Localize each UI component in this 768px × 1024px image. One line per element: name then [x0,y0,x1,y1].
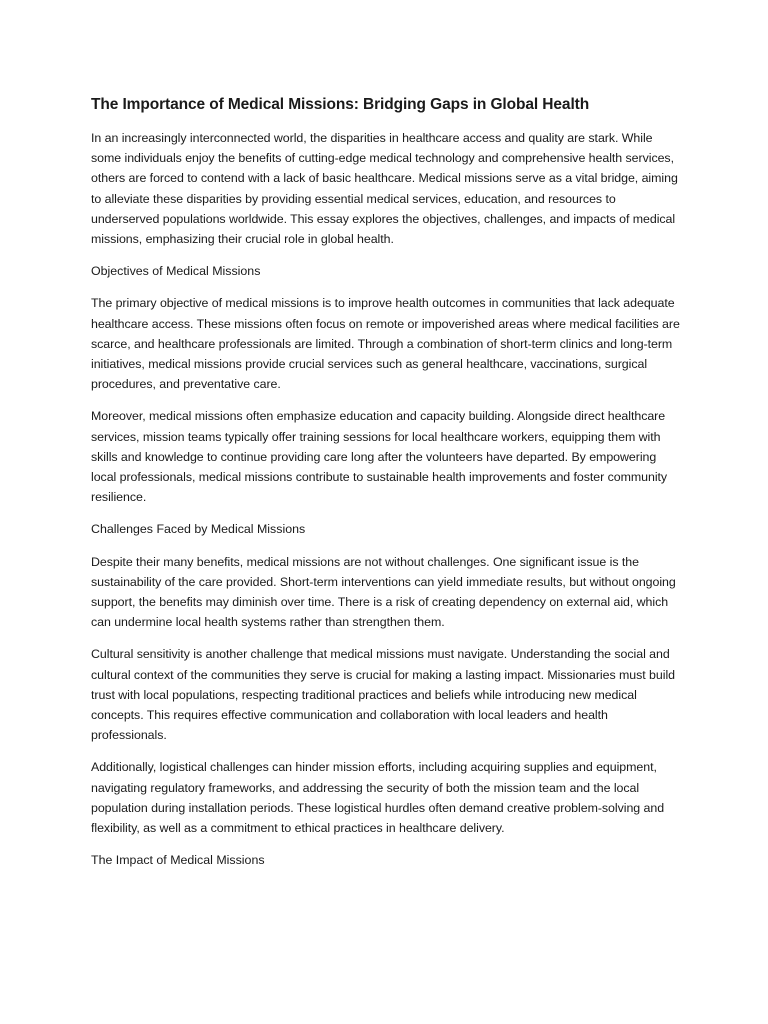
challenges-paragraph-2: Cultural sensitivity is another challenge that medical missions must navigate. Understanding the social and cultural context of the communities they serve is crucial for making a lasting impact. Missionaries must build trust with local populations, respecting traditional practices and beliefs while introducing new medical concepts. This requires effective communication and collaboration with local leaders and health professionals. [91,647,675,743]
section-heading-challenges: Challenges Faced by Medical Missions [91,522,306,537]
objectives-paragraph-1: The primary objective of medical missions is to improve health outcomes in communities that lack adequate healthcare access. These missions often focus on remote or impoverished areas where medical facilities are scarce, and healthcare professionals are limited. Through a combination of short-term clinics and long-term initiatives, medical missions provide crucial services such as general healthcare, vaccinations, surgical procedures, and preventative care. [91,296,680,392]
document-body [91,94,681,883]
section-heading-objectives: Objectives of Medical Missions [91,264,261,279]
challenges-paragraph-3: Additionally, logistical challenges can hinder mission efforts, including acquiring supplies and equipment, navigating regulatory frameworks, and addressing the security of both the mission team and the local population during installation periods. These logistical hurdles often demand creative problem-solving and flexibility, as well as a commitment to ethical practices in healthcare delivery. [91,760,665,836]
section-heading-impact: The Impact of Medical Missions [91,853,265,868]
document-title: The Importance of Medical Missions: Bridging Gaps in Global Health [91,96,590,113]
challenges-paragraph-1: Despite their many benefits, medical missions are not without challenges. One significant issue is the sustainability of the care provided. Short-term interventions can yield immediate results, but without ongoing support, the benefits may diminish over time. There is a risk of creating dependency on external aid, which can undermine local health systems rather than strengthen them. [91,554,676,630]
objectives-paragraph-2: Moreover, medical missions often emphasize education and capacity building. Alongside direct healthcare services, mission teams typically offer training sessions for local healthcare workers, equipping them with skills and knowledge to continue providing care long after the volunteers have departed. By empowering local professionals, medical missions contribute to sustainable health improvements and foster community resilience. [91,409,668,505]
intro-paragraph: In an increasingly interconnected world, the disparities in healthcare access and quality are stark. While some individuals enjoy the benefits of cutting-edge medical technology and comprehensive health services, others are forced to contend with a lack of basic healthcare. Medical missions serve as a vital bridge, aiming to alleviate these disparities by providing essential medical services, education, and resources to underserved populations worldwide. This essay explores the objectives, challenges, and impacts of medical missions, emphasizing their crucial role in global health. [91,131,678,247]
